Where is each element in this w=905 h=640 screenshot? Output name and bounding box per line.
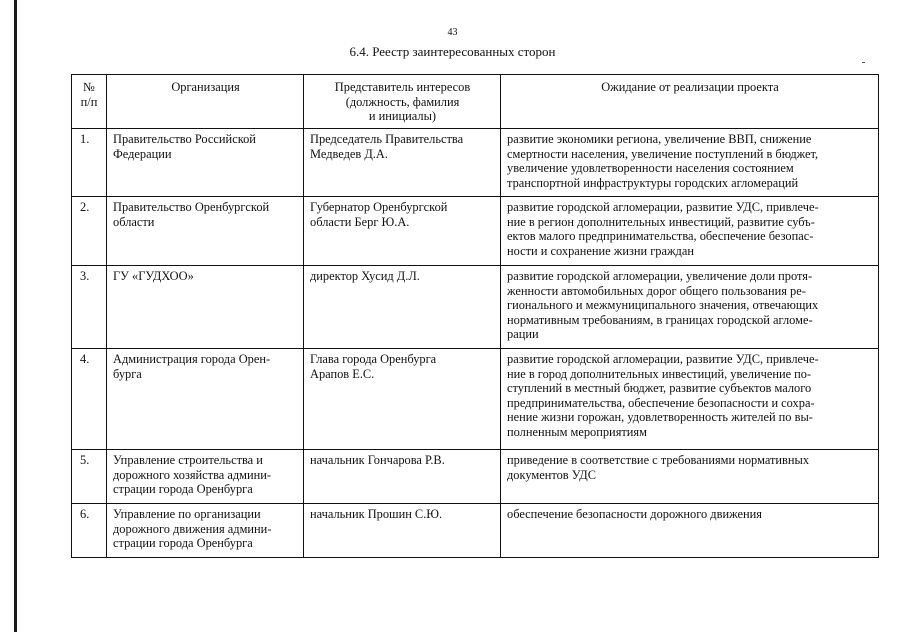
row-number: 2. — [72, 197, 107, 266]
cell-line: обеспечение безопасности дорожного движения — [507, 507, 762, 521]
header-representative — [304, 75, 501, 129]
cell-line: области Берг Ю.А. — [310, 214, 410, 229]
page-number: 43 — [447, 27, 458, 38]
header-line: Представитель интересов — [334, 80, 471, 94]
cell-line: женности автомобильных дорог общего пользования ре- — [507, 283, 806, 298]
cell-line: начальник Прошин С.Ю. — [310, 507, 443, 521]
row-number: 1. — [72, 129, 107, 197]
table-row — [72, 450, 879, 504]
cell-line: Правительство Оренбургской — [113, 200, 270, 214]
organization-cell — [107, 450, 304, 504]
organization-cell — [107, 197, 304, 266]
representative-cell — [304, 197, 501, 266]
cell-line: дорожного движения админи- — [113, 521, 272, 536]
header-organization — [107, 75, 304, 129]
cell-line: документов УДС — [507, 467, 596, 482]
cell-line: области — [113, 214, 155, 229]
cell-line: страции города Оренбурга — [113, 482, 253, 497]
binding-edge-line — [14, 0, 17, 632]
expectation-cell — [501, 266, 879, 349]
organization-cell — [107, 129, 304, 197]
representative-cell — [304, 349, 501, 450]
organization-cell — [107, 266, 304, 349]
cell-line: развитие экономики региона, увеличение ВВП, снижение — [507, 132, 812, 146]
row-number: 4. — [72, 349, 107, 450]
organization-cell — [107, 349, 304, 450]
header-expectation — [501, 75, 879, 129]
cell-line: дорожного хозяйства админи- — [113, 467, 272, 482]
cell-line: ступлений в местный бюджет, развитие субъектов малого — [507, 381, 812, 396]
cell-line: рации — [507, 327, 539, 342]
cell-line: ние в регион дополнительных инвестиций, развитие субъ- — [507, 214, 815, 229]
cell-line: Управление строительства и — [113, 453, 263, 467]
cell-line: Глава города Оренбурга — [310, 352, 437, 366]
cell-line: Председатель Правительства — [310, 132, 464, 146]
cell-line: Медведев Д.А. — [310, 146, 388, 161]
cell-line: увеличение удовлетворенности населения состоянием — [507, 161, 794, 176]
cell-line: ние в город дополнительных инвестиций, увеличение по- — [507, 366, 812, 381]
expectation-cell — [501, 349, 879, 450]
cell-line: бурга — [113, 366, 142, 381]
table-row — [72, 349, 879, 450]
cell-line: развитие городской агломерации, развитие УДС, привлече- — [507, 352, 819, 366]
section-title: 6.4. Реестр заинтересованных сторон — [349, 44, 556, 59]
cell-line: гионального и межмуниципального значения, отвечающих — [507, 298, 819, 313]
organization-cell — [107, 504, 304, 558]
expectation-cell — [501, 129, 879, 197]
cell-line: Управление по организации — [113, 507, 261, 521]
expectation-cell — [501, 450, 879, 504]
cell-line: транспортной инфраструктуры городских агломераций — [507, 175, 799, 190]
representative-cell — [304, 129, 501, 197]
cell-line: ГУ «ГУДХОО» — [113, 269, 194, 283]
cell-line: приведение в соответствие с требованиями нормативных — [507, 453, 810, 467]
table-row — [72, 129, 879, 197]
representative-cell — [304, 266, 501, 349]
cell-line: ектов малого предпринимательства, обеспечение безопас- — [507, 229, 814, 244]
cell-line: Губернатор Оренбургской — [310, 200, 448, 214]
cell-line: страции города Оренбурга — [113, 536, 253, 551]
header-line: (должность, фамилия — [345, 94, 460, 109]
cell-line: ности и сохранение жизни граждан — [507, 243, 694, 258]
header-line: и инициалы) — [368, 109, 437, 124]
cell-line: полненным мероприятиям — [507, 424, 647, 439]
header-line: № — [83, 80, 95, 94]
cell-line: предпринимательства, обеспечение безопасности и сохра- — [507, 395, 815, 410]
cell-line: развитие городской агломерации, увеличение доли протя- — [507, 269, 813, 283]
table-row — [72, 504, 879, 558]
row-number: 3. — [72, 266, 107, 349]
expectation-cell — [501, 504, 879, 558]
table-row — [72, 266, 879, 349]
table-header-row — [72, 75, 879, 129]
stakeholder-registry-table — [71, 74, 879, 558]
cell-line: Администрация города Орен- — [113, 352, 271, 366]
representative-cell — [304, 450, 501, 504]
representative-cell — [304, 504, 501, 558]
cell-line: смертности населения, увеличение поступлений в бюджет, — [507, 146, 819, 161]
cell-line: начальник Гончарова Р.В. — [310, 453, 445, 467]
cell-line: Правительство Российской — [113, 132, 256, 146]
header-num — [72, 75, 107, 129]
table-row — [72, 197, 879, 266]
header-line: п/п — [80, 94, 98, 109]
header-line: Организация — [171, 80, 240, 94]
scan-mark — [862, 62, 865, 63]
cell-line: нение жизни горожан, удовлетворенность жителей по вы- — [507, 410, 813, 425]
cell-line: Федерации — [113, 146, 172, 161]
cell-line: развитие городской агломерации, развитие УДС, привлече- — [507, 200, 819, 214]
row-number: 5. — [72, 450, 107, 504]
row-number: 6. — [72, 504, 107, 558]
header-line: Ожидание от реализации проекта — [601, 80, 779, 94]
cell-line: нормативным требованиям, в границах городской агломе- — [507, 312, 813, 327]
expectation-cell — [501, 197, 879, 266]
cell-line: директор Хусид Д.Л. — [310, 269, 420, 283]
cell-line: Арапов Е.С. — [310, 366, 375, 381]
